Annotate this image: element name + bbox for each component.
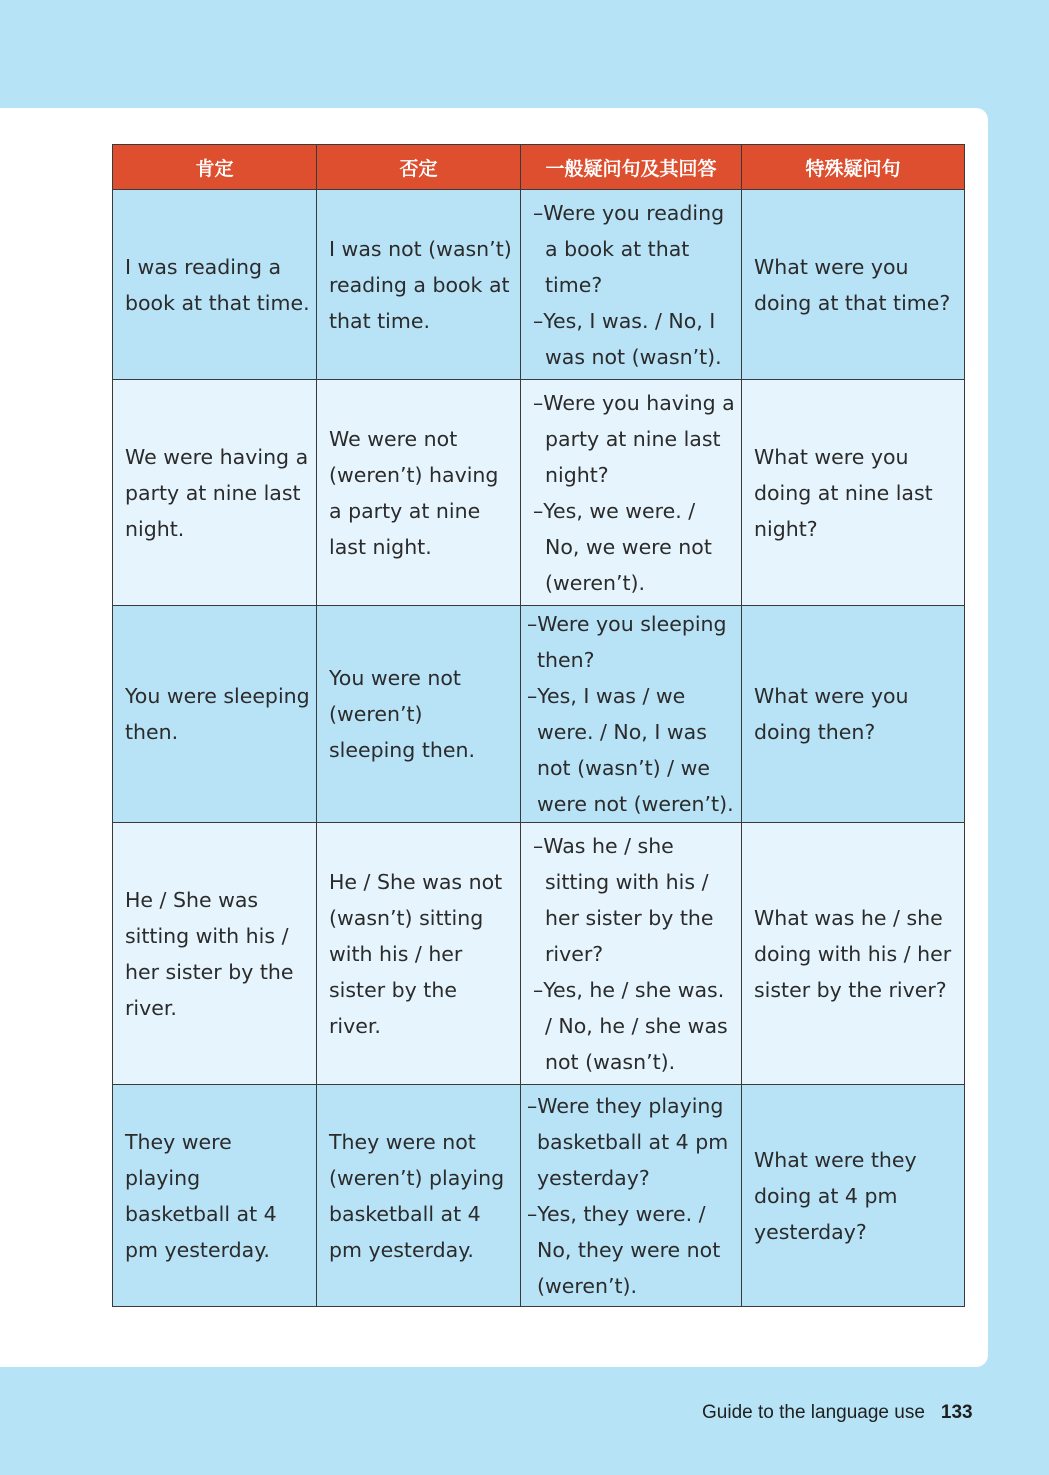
affirmative-cell: He / She was sitting with his / her sister by the river. bbox=[113, 823, 317, 1085]
table-row bbox=[113, 1085, 965, 1307]
answer-text: –Yes, I was / we were. / No, I was not (wasn’t) / we were not (weren’t). bbox=[527, 684, 734, 816]
affirmative-cell: They were playing basketball at 4 pm yesterday. bbox=[113, 1085, 317, 1307]
question-answer-cell bbox=[521, 606, 742, 823]
question-answer-cell bbox=[521, 823, 742, 1085]
wh-question-cell: What were you doing at that time? bbox=[742, 190, 965, 380]
header-wh-question: 特殊疑问句 bbox=[742, 145, 965, 190]
answer-text: –Yes, they were. / No, they were not (weren’t). bbox=[527, 1201, 721, 1298]
question-answer-cell bbox=[521, 190, 742, 380]
question-text: –Were you having a party at nine last night? bbox=[533, 390, 735, 487]
question-answer-cell bbox=[521, 380, 742, 606]
table-row bbox=[113, 190, 965, 380]
negative-cell: I was not (wasn’t) reading a book at that time. bbox=[317, 190, 521, 380]
affirmative-cell: I was reading a book at that time. bbox=[113, 190, 317, 380]
table-row bbox=[113, 380, 965, 606]
table-row bbox=[113, 606, 965, 823]
wh-question-cell: What were you doing then? bbox=[742, 606, 965, 823]
affirmative-cell: We were having a party at nine last night. bbox=[113, 380, 317, 606]
wh-question-cell: What were they doing at 4 pm yesterday? bbox=[742, 1085, 965, 1307]
answer-text: –Yes, I was. / No, I was not (wasn’t). bbox=[533, 308, 722, 369]
question-text: –Were you reading a book at that time? bbox=[533, 200, 725, 297]
header-negative: 否定 bbox=[317, 145, 521, 190]
page-number: 133 bbox=[940, 1402, 973, 1423]
past-continuous-table bbox=[112, 144, 965, 1307]
answer-text: –Yes, he / she was. / No, he / she was not (wasn’t). bbox=[533, 977, 728, 1074]
negative-cell: He / She was not (wasn’t) sitting with his / her sister by the river. bbox=[317, 823, 521, 1085]
table-header-row bbox=[113, 145, 965, 190]
negative-cell: You were not (weren’t) sleeping then. bbox=[317, 606, 521, 823]
question-text: –Were you sleeping then? bbox=[527, 612, 727, 672]
question-text: –Was he / she sitting with his / her sister by the river? bbox=[533, 833, 714, 966]
section-title: Guide to the language use bbox=[702, 1402, 925, 1423]
table-row bbox=[113, 823, 965, 1085]
affirmative-cell: You were sleeping then. bbox=[113, 606, 317, 823]
negative-cell: We were not (weren’t) having a party at nine last night. bbox=[317, 380, 521, 606]
wh-question-cell: What were you doing at nine last night? bbox=[742, 380, 965, 606]
header-affirmative: 肯定 bbox=[113, 145, 317, 190]
header-yes-no-question: 一般疑问句及其回答 bbox=[521, 145, 742, 190]
wh-question-cell: What was he / she doing with his / her sister by the river? bbox=[742, 823, 965, 1085]
page-footer bbox=[702, 1402, 973, 1424]
question-answer-cell bbox=[521, 1085, 742, 1307]
question-text: –Were they playing basketball at 4 pm yesterday? bbox=[527, 1093, 729, 1190]
negative-cell: They were not (weren’t) playing basketball at 4 pm yesterday. bbox=[317, 1085, 521, 1307]
answer-text: –Yes, we were. / No, we were not (weren’t). bbox=[533, 498, 712, 595]
